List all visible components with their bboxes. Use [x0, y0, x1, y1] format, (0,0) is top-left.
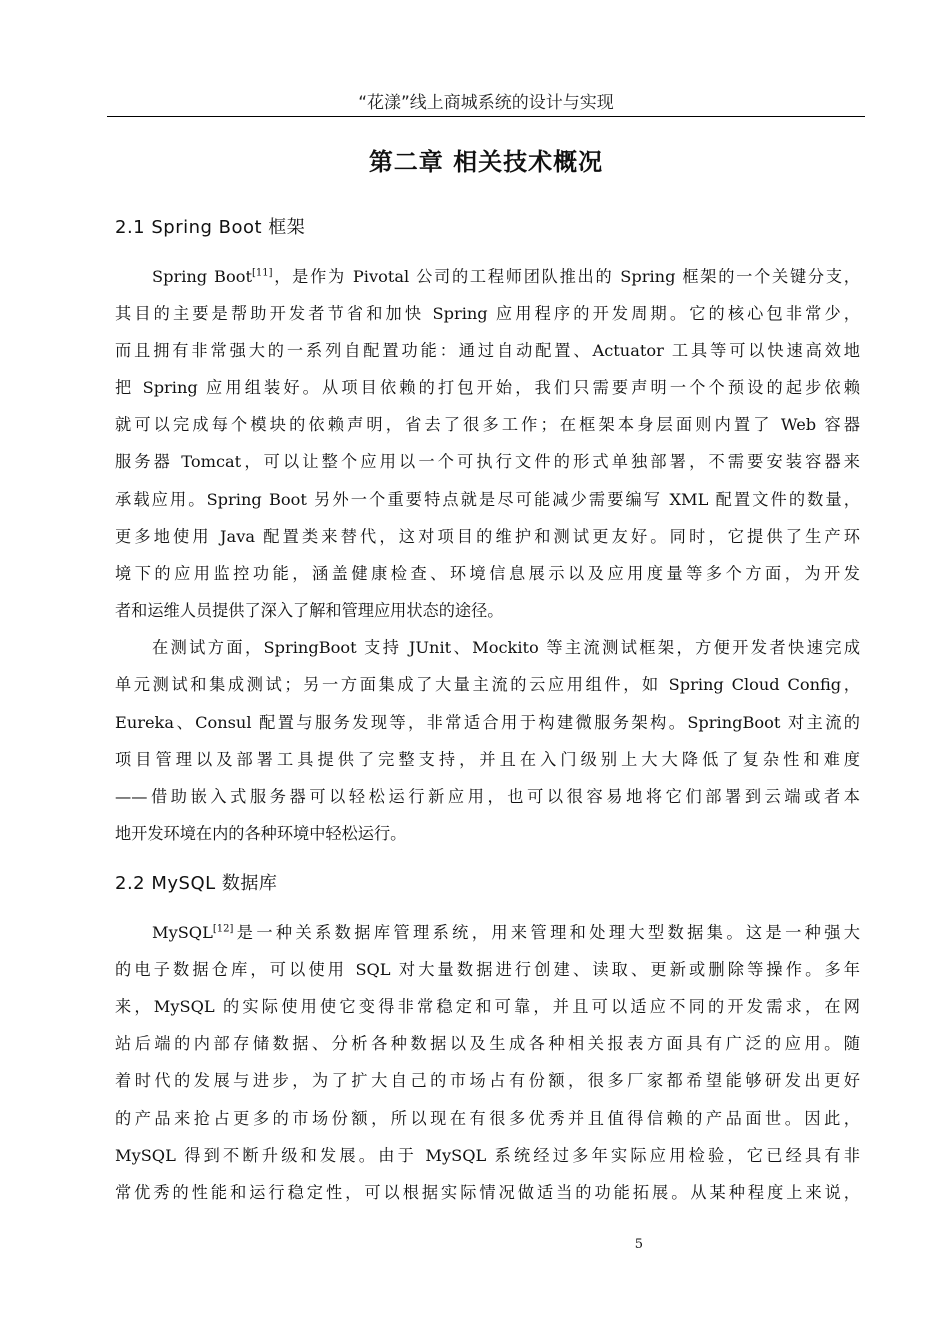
- paragraph-line: 常优秀的性能和运行稳定性，可以根据实际情况做适当的功能拓展。从某种程度上来说，: [115, 1183, 860, 1202]
- paragraph-line: 而且拥有非常强大的一系列自配置功能：通过自动配置、Actuator 工具等可以快速高效地: [115, 341, 860, 360]
- paragraph-line: 更多地使用 Java 配置类来替代，这对项目的维护和测试更友好。同时，它提供了生产环: [115, 527, 860, 546]
- paragraph-line: 着时代的发展与进步，为了扩大自己的市场占有份额，很多厂家都希望能够研发出更好: [115, 1071, 860, 1090]
- paragraph-line-text: 是一种关系数据库管理系统，用来管理和处理大型数据集。这是一种强大: [233, 923, 860, 942]
- chapter-title: 第二章 相关技术概况: [368, 148, 604, 176]
- paragraph-line: 就可以完成每个模块的依赖声明，省去了很多工作；在框架本身层面则内置了 Web 容器: [115, 415, 860, 434]
- term-mysql: MySQL: [152, 923, 213, 942]
- paragraph-line: 服务器 Tomcat，可以让整个应用以一个可执行文件的形式单独部署，不需要安装容器来: [115, 452, 860, 471]
- header-rule: [107, 116, 865, 117]
- page-number: 5: [634, 1237, 643, 1252]
- paragraph-line: 境下的应用监控功能，涵盖健康检查、环境信息展示以及应用度量等多个方面，为开发: [115, 564, 860, 583]
- term-spring-boot: Spring Boot: [152, 267, 252, 286]
- section-heading-2-2: 2.2 MySQL 数据库: [115, 873, 278, 894]
- section-heading-2-1: 2.1 Spring Boot 框架: [115, 217, 306, 238]
- paragraph-line: 者和运维人员提供了深入了解和管理应用状态的途径。: [115, 601, 504, 620]
- citation-12: [12]: [212, 923, 234, 935]
- paragraph-line: 在测试方面，SpringBoot 支持 JUnit、Mockito 等主流测试框架，方便开发者快速完成: [152, 638, 860, 657]
- paragraph-line: 承载应用。Spring Boot 另外一个重要特点就是尽可能减少需要编写 XML 配置文件的数量，: [115, 490, 860, 509]
- running-header: “花漾”线上商城系统的设计与实现: [358, 93, 614, 113]
- paragraph-line: ——借助嵌入式服务器可以轻松运行新应用，也可以很容易地将它们部署到云端或者本: [115, 787, 860, 806]
- paragraph-line: MySQL 得到不断升级和发展。由于 MySQL 系统经过多年实际应用检验，它已经具有非: [115, 1146, 860, 1165]
- paragraph-line: 单元测试和集成测试；另一方面集成了大量主流的云应用组件，如 Spring Cloud Config，: [115, 675, 860, 694]
- paragraph-line: [152, 264, 860, 290]
- paragraph-line: 其目的主要是帮助开发者节省和加快 Spring 应用程序的开发周期。它的核心包非常少，: [115, 304, 860, 323]
- paragraph-line-text: ，是作为 Pivotal 公司的工程师团队推出的 Spring 框架的一个关键分支，: [272, 267, 860, 286]
- citation-11: [11]: [251, 267, 273, 279]
- paragraph-line: 把 Spring 应用组装好。从项目依赖的打包开始，我们只需要声明一个个预设的起步依赖: [115, 378, 860, 397]
- paragraph-line: [152, 920, 860, 946]
- paragraph-line: 站后端的内部存储数据、分析各种数据以及生成各种相关报表方面具有广泛的应用。随: [115, 1034, 860, 1053]
- paragraph-line: 地开发环境在内的各种环境中轻松运行。: [115, 824, 407, 843]
- paragraph-line: 项目管理以及部署工具提供了完整支持，并且在入门级别上大大降低了复杂性和难度: [115, 750, 860, 769]
- paragraph-line: Eureka、Consul 配置与服务发现等，非常适合用于构建微服务架构。SpringBoot 对主流的: [115, 713, 860, 732]
- paragraph-line: 的电子数据仓库，可以使用 SQL 对大量数据进行创建、读取、更新或删除等操作。多年: [115, 960, 860, 979]
- paragraph-line: 的产品来抢占更多的市场份额，所以现在有很多优秀并且值得信赖的产品面世。因此，: [115, 1109, 860, 1128]
- paragraph-line: 来，MySQL 的实际使用使它变得非常稳定和可靠，并且可以适应不同的开发需求，在网: [115, 997, 860, 1016]
